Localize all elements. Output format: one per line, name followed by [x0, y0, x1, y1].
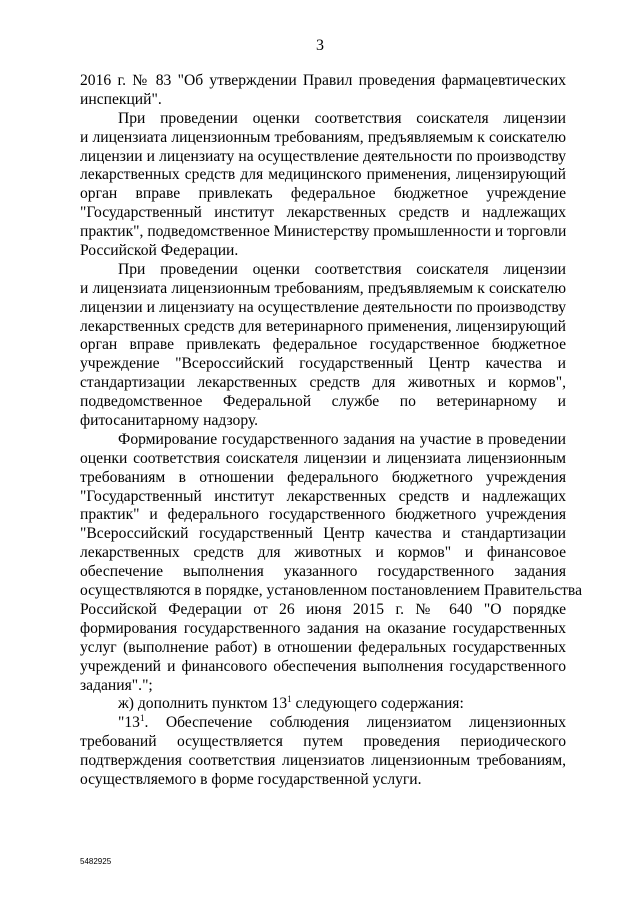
item-13-1-superscript: 1 [139, 713, 145, 724]
text-line: требованиям в отношении федерального бюджетного учреждения [80, 468, 566, 486]
text-line: подтверждения соответствия лицензиатов лицензионным требованиям, [80, 752, 566, 770]
text-line: учреждений и финансового обеспечения выполнения государственного [80, 657, 566, 675]
item-zh-line [80, 695, 566, 714]
text-line: орган вправе привлекать федеральное государственное бюджетное [80, 336, 566, 354]
text-line: "Государственный институт лекарственных средств и надлежащих [80, 204, 566, 222]
text-line: подведомственное Федеральной службе по ветеринарному и [80, 393, 566, 411]
text-line: "Государственный институт лекарственных средств и надлежащих [80, 487, 566, 505]
body-paragraphs [80, 72, 583, 695]
text-line: лекарственных средств для ветеринарного применения, лицензирующий [80, 317, 566, 335]
text-line: и лицензиата лицензионным требованиям, предъявляемым к соискателю [80, 279, 566, 297]
text-line: формирования государственного задания на оказание государственных [80, 619, 566, 637]
item-13-1-number: "13 [118, 714, 140, 732]
text-line: практик" и федерального государственного бюджетного учреждения [80, 506, 566, 524]
text-line: инспекций". [80, 90, 162, 108]
text-line: осуществляются в порядке, установленном постановлением Правительства [80, 582, 583, 600]
text-line: "Всероссийский государственный Центр качества и стандартизации [80, 525, 566, 543]
item-zh-text: ж) дополнить пунктом 13 [118, 695, 288, 713]
text-line: При проведении оценки соответствия соискателя лицензии [118, 260, 566, 278]
text-line: Российской Федерации от 26 июня 2015 г. № 640 "О порядке [80, 600, 566, 618]
text-line: орган вправе привлекать федеральное бюджетное учреждение [80, 185, 566, 203]
text-line: лицензии и лицензиату на осуществление деятельности по производству [80, 298, 566, 316]
item-zh-superscript: 1 [287, 694, 292, 705]
document-body [80, 72, 583, 790]
item-13-1-continuation [80, 733, 566, 790]
text-line: При проведении оценки соответствия соискателя лицензии [118, 109, 566, 127]
text-line: Формирование государственного задания на участие в проведении [118, 430, 566, 448]
item-zh-text-tail: следующего содержания: [291, 695, 464, 713]
text-line: стандартизации лекарственных средств для животных и кормов", [80, 374, 566, 392]
text-line: 2016 г. № 83 "Об утверждении Правил проведения фармацевтических [80, 72, 566, 89]
text-line: требований осуществляется путем проведения периодического [80, 733, 566, 751]
text-line: осуществляемого в форме государственной услуги. [80, 770, 422, 788]
text-line: фитосанитарному надзору. [80, 412, 259, 430]
text-line: обеспечение выполнения указанного государственного задания [80, 563, 566, 581]
text-line: лицензии и лицензиату на осуществление деятельности по производству [80, 147, 566, 165]
page-number: 3 [316, 37, 324, 54]
item-13-1-line [80, 714, 566, 733]
text-line: учреждение "Всероссийский государственный Центр качества и [80, 355, 566, 373]
text-line: лекарственных средств для животных и кормов" и финансовое [80, 544, 566, 562]
text-line: и лицензиата лицензионным требованиям, предъявляемым к соискателю [80, 128, 566, 146]
text-line: услуг (выполнение работ) в отношении федеральных государственных [80, 638, 566, 656]
document-code: 5482925 [80, 857, 112, 866]
text-line: оценки соответствия соискателя лицензии и лицензиата лицензионным [80, 449, 566, 467]
item-13-1-text: . Обеспечение соблюдения лицензиатом лицензионных [144, 714, 566, 732]
text-line: практик", подведомственное Министерству промышленности и торговли [80, 223, 567, 241]
text-line: лекарственных средств для медицинского применения, лицензирующий [80, 166, 566, 184]
text-line: Российской Федерации. [80, 242, 239, 260]
text-line: задания"."; [80, 676, 153, 694]
